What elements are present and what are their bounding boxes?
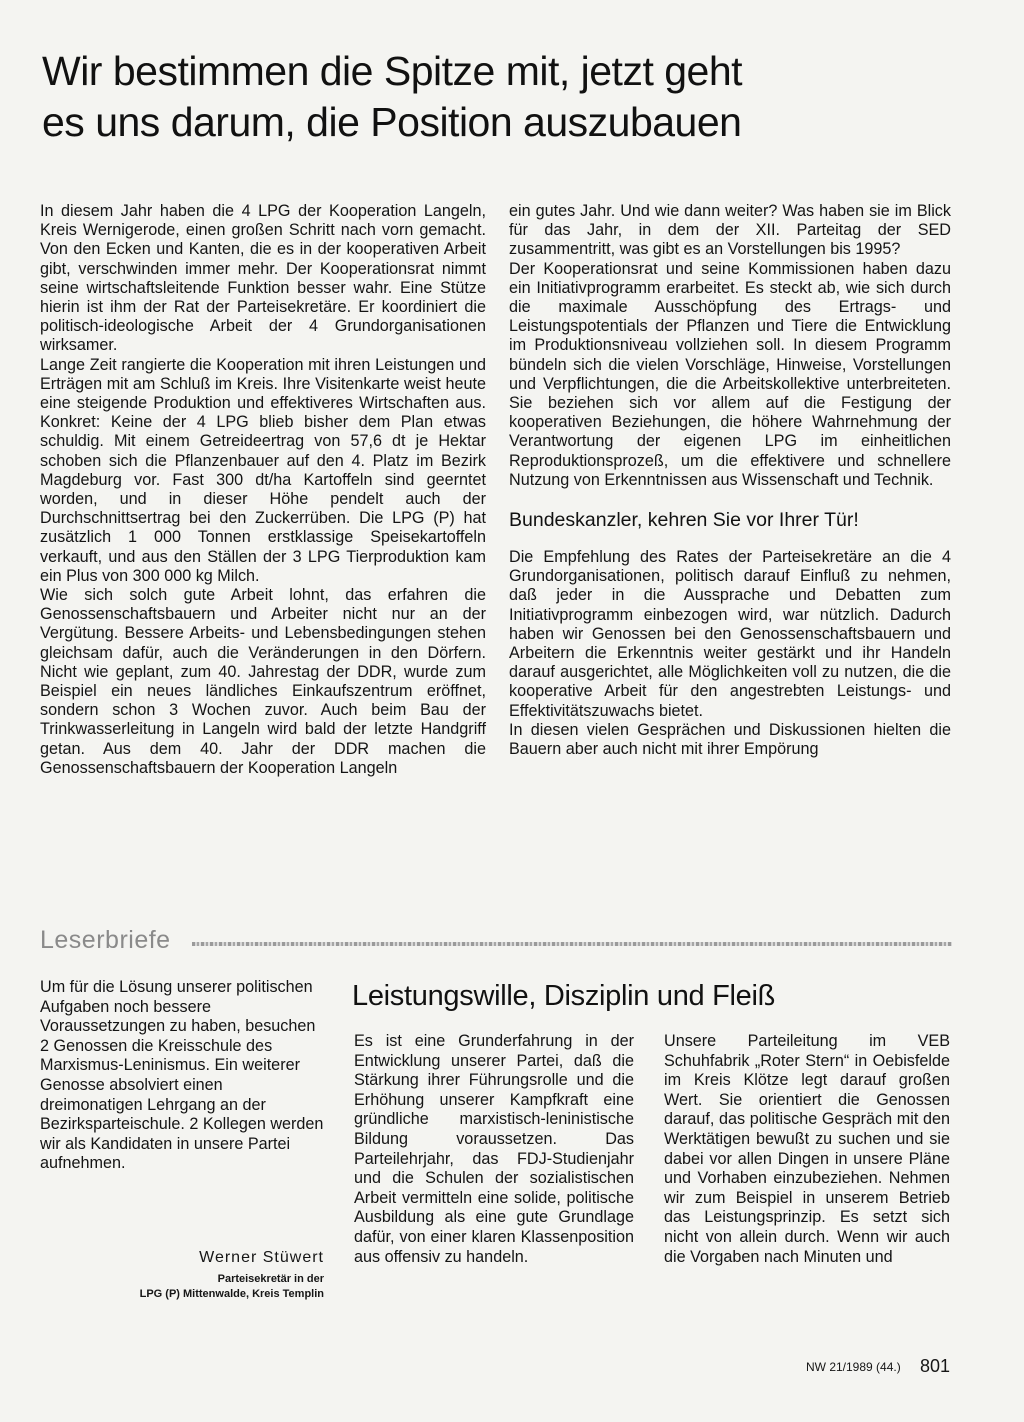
headline-line-1: Wir bestimmen die Spitze mit, jetzt geht <box>42 48 743 94</box>
letters-section-header <box>40 926 952 956</box>
article-paragraph: Wie sich solch gute Arbeit lohnt, das erfahren die Genossenschaftsbauern und Arbeiter nicht nur an der Vergütung. Bessere Arbeits- und Lebensbedingungen stehen gleichsam dafür, auch die Veränderungen in den Dörfern. Nicht wie geplant, zum 40. Jahrestag der DDR, wurde zum Beispiel ein neues ländliches Einkaufszentrum eröffnet, sondern schon 3 Wochen zuvor. Auch beim Bau der Trinkwasserleitung in Langeln wird bald der letzte Handgriff getan. Aus dem 40. Jahr der DDR machen die Genossenschaftsbauern der Kooperation Langeln <box>40 586 486 777</box>
section-divider <box>192 942 952 946</box>
letter-1-signature <box>40 1248 324 1302</box>
letter-1-role-line-1: Parteisekretär in der <box>217 1273 324 1285</box>
article-paragraph: ein gutes Jahr. Und wie dann weiter? Was haben sie im Blick für das Jahr, in dem der XII. Parteitag der SED zusammentritt, was gibt es an Vorstellungen bis 1995? <box>509 202 951 259</box>
letter-2-text-2: Unsere Parteileitung im VEB Schuhfabrik „Roter Stern“ in Oebisfelde im Kreis Klötze legt darauf großen Wert. Sie orientiert die Genossen darauf, das politische Gespräch mit den Werktätigen bewußt zu suchen und sie dabei vor allen Dingen in unsere Pläne und Vorhaben einzubeziehen. Nehmen wir zum Beispiel in unserem Betrieb das Leistungsprinzip. Es setzt sich nicht von allein durch. Wenn wir auch die Vorgaben nach Minuten und <box>664 1032 950 1266</box>
issue-reference: NW 21/1989 (44.) <box>806 1360 901 1374</box>
letter-2-headline: Leistungswille, Disziplin und Fleiß <box>352 980 776 1012</box>
article-paragraph: In diesen vielen Gesprächen und Diskussionen hielten die Bauern aber auch nicht mit ihrer Empörung <box>509 720 951 759</box>
letter-2-text-1: Es ist eine Grunderfahrung in der Entwicklung unserer Partei, daß die Stärkung ihrer Führungsrolle und die Erhöhung unserer Kampfkraft eine gründliche marxistisch-leninistische Bildung voraussetzen. Das Parteilehrjahr, das FDJ-Studienjahr und die Schulen der sozialistischen Arbeit vermitteln eine solide, politische Ausbildung als eine gute Grundlage dafür, von einer klaren Klassenposition aus offensiv zu handeln. <box>354 1032 634 1266</box>
article-paragraph: Der Kooperationsrat und seine Kommissionen haben dazu ein Initiativprogramm erarbeitet. Es steckt ab, wie sich durch die maximale Ausschöpfung des Ertrags- und Leistungspotentials der Pflanzen und Tiere die Entwicklung im Produktionsniveau vollziehen soll. In diesem Programm bündeln sich die vielen Vorschläge, Hinweise, Vorstellungen und Verpflichtungen, die die Arbeitskollektive unterbreiteten. Sie beziehen sich vor allem auf die Festigung der kooperativen Beziehungen, die höhere Wahrnehmung der Verantwortung der eigenen LPG im einheitlichen Reproduktionsprozeß, um die effektivere und schnellere Nutzung von Erkenntnissen aus Wissenschaft und Technik. <box>509 259 951 489</box>
article-subheading: Bundeskanzler, kehren Sie vor Ihrer Tür! <box>509 509 859 532</box>
article-right-column <box>509 202 951 759</box>
letter-1 <box>40 978 326 1174</box>
letter-1-role-line-2: LPG (P) Mittenwalde, Kreis Templin <box>139 1288 324 1300</box>
article-left-column <box>40 202 486 778</box>
letter-1-text: Um für die Lösung unserer politischen Aufgaben noch bessere Voraussetzungen zu haben, besuchen 2 Genossen die Kreisschule des Marxismus-Leninismus. Ein weiterer Genosse absolviert einen dreimonatigen Lehrgang an der Bezirksparteischule. 2 Kollegen werden wir als Kandidaten in unsere Partei aufnehmen. <box>40 978 324 1173</box>
letters-section-label: Leserbriefe <box>40 926 171 954</box>
page-number: 801 <box>920 1356 951 1376</box>
article-paragraph: In diesem Jahr haben die 4 LPG der Kooperation Langeln, Kreis Wernigerode, einen großen Schritt nach vorn gemacht. Von den Ecken und Kanten, die es in der kooperativen Arbeit gibt, verschwinden immer mehr. Der Kooperationsrat nimmt seine wirtschaftsleitende Funktion besser wahr. Eine Stütze hierin ist ihm der Rat der Parteisekretäre. Er koordiniert die politisch-ideologische Arbeit der 4 Grundorganisationen wirksamer. <box>40 202 486 355</box>
article-paragraph: Die Empfehlung des Rates der Parteisekretäre an die 4 Grundorganisationen, politisch darauf Einfluß zu nehmen, daß jeder in die Aussprache und Debatten zum Initiativprogramm einbezogen wird, war nützlich. Dadurch haben wir Genossen bei den Genossenschaftsbauern und Arbeitern die Erkenntnis weiter gestärkt und ihr Handeln darauf ausgerichtet, alle Möglichkeiten voll zu nutzen, die die kooperative Arbeit für den angestrebten Leistungs- und Effektivitätszuwachs bietet. <box>509 548 951 720</box>
letter-2-column-1 <box>354 1032 634 1267</box>
letter-2-column-2 <box>664 1032 950 1267</box>
headline-line-2: es uns darum, die Position auszubauen <box>42 99 742 145</box>
letter-1-author: Werner Stüwert <box>199 1249 324 1266</box>
article-headline <box>42 46 902 148</box>
article-paragraph: Lange Zeit rangierte die Kooperation mit ihren Leistungen und Erträgen mit am Schluß im Kreis. Ihre Visitenkarte weist heute eine steigende Produktion und effektiveres Wirtschaften aus. Konkret: Keine der 4 LPG blieb bisher dem Plan etwas schuldig. Mit einem Getreideertrag von 57,6 dt je Hektar schoben sich die Pflanzenbauer auf den 4. Platz im Bezirk Magdeburg vor. Fast 300 dt/ha Kartoffeln sind geerntet worden, und in dieser Höhe pendelt auch der Durchschnittsertrag bei den Zuckerrüben. Die LPG (P) hat zusätzlich 1 000 Tonnen erstklassige Speisekartoffeln verkauft, und aus den Ställen der 3 LPG Tierproduktion kam ein Plus von 300 000 kg Milch. <box>40 355 486 585</box>
